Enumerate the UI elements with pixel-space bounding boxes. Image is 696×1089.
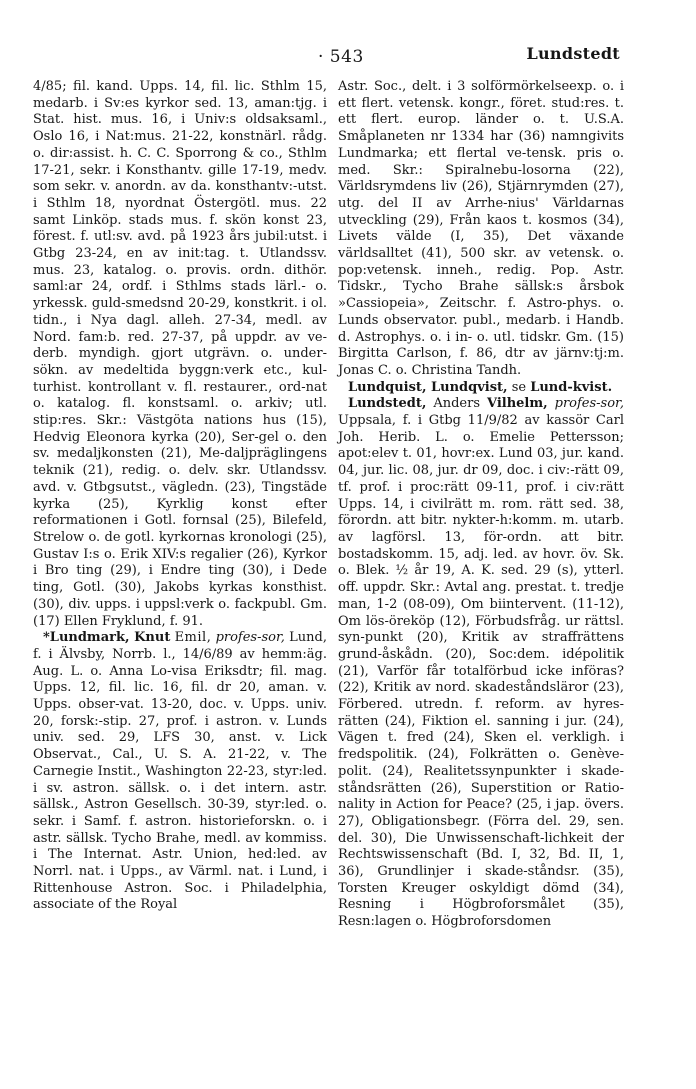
cross-reference-target: Lund-kvist. xyxy=(530,379,613,395)
entry-headword: *Lundmark, Knut xyxy=(43,630,171,646)
entry-given-name: Emil, xyxy=(174,630,212,646)
entry-call-name: Vilhelm, xyxy=(486,396,548,412)
entry-body: Lund, f. i Älvsby, Norrb. l., 14/6/89 av hemm:äg. Aug. L. o. Anna Lo-visa Eriksdtr; fil. mag. Upps. 12, fil. lic. 16, fil. dr 20, aman. v. Upps. obser-vat. 13-20, doc. v. Upps. univ. 20, forsk:-stip. 27, prof. i astron. v. Lunds univ. sed. 29, LFS 30, anst. v. Lick Observat., Cal., U. S. A. 21-22, v. The Carnegie Instit., Washington 22-23, styr:led. i sv. astron. sällsk. o. i det intern. astr. sällsk., Astron Gesellsch. 30-39, styr:led. o. sekr. i Samf. f. astron. historieforskn. o. i astr. sällsk. Tycho Brahe, medl. av kommiss. i The Internat. Astr. Union, hed:led. av Norrl. nat. i Upps., av Värml. nat. i Lund, i Rittenhouse Astron. Soc. i Philadelphia, associate of the Royal xyxy=(33,630,327,913)
entry-given-names: Anders xyxy=(433,396,480,412)
entry-lundmark xyxy=(33,630,327,914)
entry-profession: profes-sor, xyxy=(554,396,624,412)
entry-profession: profes-sor, xyxy=(215,630,285,646)
cross-reference xyxy=(338,380,624,397)
right-column xyxy=(338,79,624,931)
cross-reference-see: se xyxy=(511,379,527,395)
running-head: Lundstedt xyxy=(526,44,620,63)
cross-reference-headword: Lundquist, Lundqvist, xyxy=(348,379,508,395)
entry-continuation: 4/85; fil. kand. Upps. 14, fil. lic. Sthlm 15, medarb. i Sv:es kyrkor sed. 13, aman:tjg. i Stat. hist. mus. 16, i Univ:s oldsaksaml., Oslo 16, i Nat:mus. 21-22, konstnärl. rådg. o. dir:assist. h. C. C. Sporrong & co., Sthlm 17-21, sekr. i Konsthantv. gille 17-19, medv. som sekr. v. anordn. av da. konsthantv:-utst. i Sthlm 18, nyordnat Östergötl. mus. 22 samt Linköp. stads mus. f. skön konst 23, förest. f. utl:sv. avd. på 1923 års jubil:utst. i Gtbg 23-24, en av init:tag. t. Utlandssv. mus. 23, katalog. o. provis. ordn. dithör. saml:ar 24, ordf. i Sthlms stads lärl.- o. yrkessk. guld-smedsnd 20-29, konstkrit. i ol. tidn., i Nya dagl. alleh. 27-34, medl. av Nord. fam:b. red. 27-37, på uppdr. av ve-derb. myndigh. gjort utgrävn. o. under-sökn. av medeltida byggn:verk etc., kul-turhist. kontrollant v. fl. restaurer., ord-nat o. katalog. fl. konstsaml. o. arkiv; utl. stip:res. Skr.: Västgöta nations hus (15), Hedvig Eleonora kyrka (20), Ser-gel o. den sv. medaljkonsten (21), Me-daljpräglingens teknik (21), redig. o. delv. skr. Utlandssv. avd. v. Gtbgsutst., vägledn. (23), Tingstäde kyrka (25), Kyrklig konst efter reformationen i Gotl. fornsal (25), Bilefeld, Strelow o. de gotl. kyrkornas kronologi (25), Gustav I:s o. Erik XIV:s regalier (26), Kyrkor i Bro ting (29), i Endre ting (30), i Dede ting, Gotl. (30), Jakobs kyrkas konsthist. (30), div. upps. i uppsl:verk o. fackpubl. Gm. (17) Ellen Fryklund, f. 91. xyxy=(33,79,327,629)
entry-body: Uppsala, f. i Gtbg 11/9/82 av kassör Carl Joh. Herib. L. o. Emelie Pettersson; apot:elev t. 01, hovr:ex. Lund 03, jur. kand. 04, jur. lic. 08, jur. dr 09, doc. i civ:-rätt 09, tf. prof. i proc:rätt 09-11, prof. i civ:rätt Upps. 14, i civilrätt m. rom. rätt sed. 38, förordn. att bitr. nykter-h:komm. m. utarb. av lagförsl. 13, för-ordn. att bitr. bostadskomm. 15, adj. led. av hovr. öv. Sk. o. Blek. ½ år 19, A. K. sed. 29 (s), ytterl. off. uppdr. Skr.: Avtal ang. prestat. t. tredje man, 1-2 (08-09), Om biintervent. (11-12), Om lös-öreköp (12), Förbudsfråg. ur rättsl. syn-punkt (20), Kritik av straffrättens grund-åskådn. (20), Soc:dem. idépolitik (21), Varför får totalförbud icke införas? (22), Kritik av nord. skadeståndsläror (23), Förbered. utredn. f. reform. av hyres-rätten (24), Fiktion el. sanning i jur. (24), Vägen t. fred (24), Sken el. verkligh. i fredspolitik. (24), Folkrätten o. Genève-polit. (24), Realitetssynpunkter i skade-ståndsrätten (26), Superstition or Ratio-nality in Action for Peace? (25, i jap. övers. 27), Obligationsbegr. (Förra del. 29, sen. del. 30), Die Unwissenschaft-lichkeit der Rechtswissenschaft (Bd. I, 32, Bd. II, 1, 36), Grundlinjer i skade-ståndsr. (35), Torsten Kreuger oskyldigt dömd (34), Resning i Högbroforsmålet (35), Resn:lagen o. Högbroforsdomen xyxy=(338,413,624,930)
entry-headword: Lundstedt, xyxy=(348,396,427,412)
page-number: · 543 xyxy=(318,47,364,67)
left-column xyxy=(33,79,327,914)
entry-lundstedt xyxy=(338,396,624,931)
entry-continuation: Astr. Soc., delt. i 3 solförmörkelseexp. o. i ett flert. vetensk. kongr., föret. stud:res. t. ett flert. europ. länder o. t. U.S.A. Småplaneten nr 1334 har (36) namngivits Lundmarka; ett flertal ve-tensk. pris o. med. Skr.: Spiralnebu-losorna (22), Världsrymdens liv (26), Stjärnrymden (27), utg. del II av Arrhe-nius' Världarnas utveckling (29), Från kaos t. kosmos (34), Livets välde (I, 35), Det växande världsalltet (41), 500 skr. av vetensk. o. pop:vetensk. inneh., redig. Pop. Astr. Tidskr., Tycho Brahe sällsk:s årsbok »Cassiopeia», Zeitschr. f. Astro-phys. o. Lunds observator. publ., medarb. i Handb. d. Astrophys. o. i in- o. utl. tidskr. Gm. (15) Birgitta Carlson, f. 86, dtr av järnv:tj:m. Jonas C. o. Christina Tandh. xyxy=(338,79,624,378)
